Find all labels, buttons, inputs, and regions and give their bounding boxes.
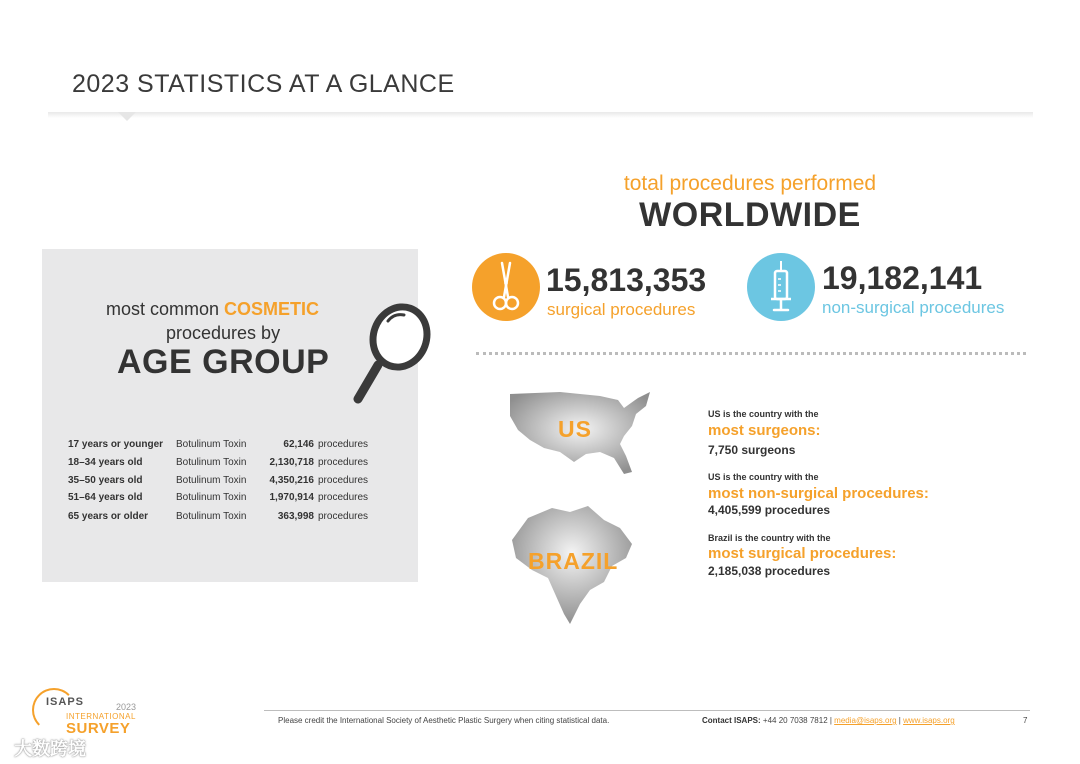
worldwide-subheading: total procedures performed <box>623 172 877 195</box>
us-label: US <box>558 416 592 442</box>
procedure-count: 4,350,216 <box>269 475 314 486</box>
age-group: 51–64 years old <box>68 492 143 503</box>
age-group: 65 years or older <box>68 511 149 522</box>
procedure-name: Botulinum Toxin <box>176 475 247 486</box>
age-group: 17 years or younger <box>68 439 164 450</box>
page-number: 7 <box>1023 716 1028 725</box>
age-group: 35–50 years old <box>68 475 143 486</box>
watermark: 大数跨境 <box>14 739 86 759</box>
website-link[interactable]: www.isaps.org <box>903 716 955 725</box>
contact-phone: +44 20 7038 7812 <box>762 716 828 725</box>
procedure-unit: procedures <box>318 492 369 503</box>
footer-contact <box>702 716 955 725</box>
surgical-badge <box>472 253 540 321</box>
footer-credit: Please credit the International Society of Aesthetic Plastic Surgery when citing statistical data. <box>278 716 610 725</box>
procedure-unit: procedures <box>318 457 369 468</box>
procedure-name: Botulinum Toxin <box>176 511 247 522</box>
contact-email-link[interactable]: media@isaps.org <box>834 716 897 725</box>
fact-intro: Brazil is the country with the <box>708 533 831 543</box>
fact-value: 2,185,038 procedures <box>708 564 831 578</box>
age-panel-heading-line2: procedures by <box>166 323 281 343</box>
separator: | <box>896 716 904 725</box>
heading-highlight: COSMETIC <box>224 299 320 319</box>
procedure-name: Botulinum Toxin <box>176 492 247 503</box>
page-title: 2023 STATISTICS AT A GLANCE <box>72 70 455 98</box>
procedure-name: Botulinum Toxin <box>176 457 247 468</box>
separator: | <box>827 716 835 725</box>
title-divider-notch <box>118 112 136 121</box>
fact-value: 4,405,599 procedures <box>708 503 831 517</box>
procedure-count: 2,130,718 <box>269 457 314 468</box>
dotted-divider <box>476 352 1026 355</box>
procedure-count: 363,998 <box>277 511 314 522</box>
table-row <box>68 492 398 510</box>
table-row <box>68 511 398 529</box>
syringe-icon <box>747 253 815 321</box>
worldwide-heading: WORLDWIDE <box>639 196 861 234</box>
logo-isaps: ISAPS <box>46 696 85 708</box>
table-row <box>68 475 398 493</box>
surgical-total: 15,813,353 <box>546 262 707 298</box>
contact-label: Contact ISAPS: <box>702 716 761 725</box>
logo-international: INTERNATIONAL <box>66 712 136 721</box>
age-group: 18–34 years old <box>68 457 143 468</box>
logo-year: 2023 <box>116 702 137 712</box>
footer-divider <box>264 710 1030 711</box>
procedure-count: 1,970,914 <box>269 492 314 503</box>
procedure-unit: procedures <box>318 511 369 522</box>
surgical-label: surgical procedures <box>547 300 696 319</box>
procedure-name: Botulinum Toxin <box>176 439 247 450</box>
non-surgical-total: 19,182,141 <box>822 260 983 296</box>
procedure-unit: procedures <box>318 475 369 486</box>
age-panel-heading-line3: AGE GROUP <box>117 343 330 381</box>
brazil-label: BRAZIL <box>528 548 619 574</box>
scissors-icon <box>472 253 540 321</box>
heading-prefix: most common <box>106 299 225 319</box>
fact-headline: most non-surgical procedures: <box>708 485 929 502</box>
logo-survey: SURVEY <box>66 720 131 737</box>
non-surgical-label: non-surgical procedures <box>822 298 1005 317</box>
age-panel-heading-line1 <box>106 299 319 320</box>
fact-intro: US is the country with the <box>708 472 819 482</box>
age-group-panel <box>42 249 418 582</box>
fact-value: 7,750 surgeons <box>708 443 796 457</box>
hand-mirror-icon <box>348 299 438 409</box>
table-row <box>68 439 398 457</box>
fact-headline: most surgeons: <box>708 422 821 439</box>
fact-headline: most surgical procedures: <box>708 545 897 562</box>
title-divider <box>48 112 1033 118</box>
fact-intro: US is the country with the <box>708 409 819 419</box>
procedure-unit: procedures <box>318 439 369 450</box>
non-surgical-badge <box>747 253 815 321</box>
table-row <box>68 457 398 475</box>
procedure-count: 62,146 <box>283 439 314 450</box>
